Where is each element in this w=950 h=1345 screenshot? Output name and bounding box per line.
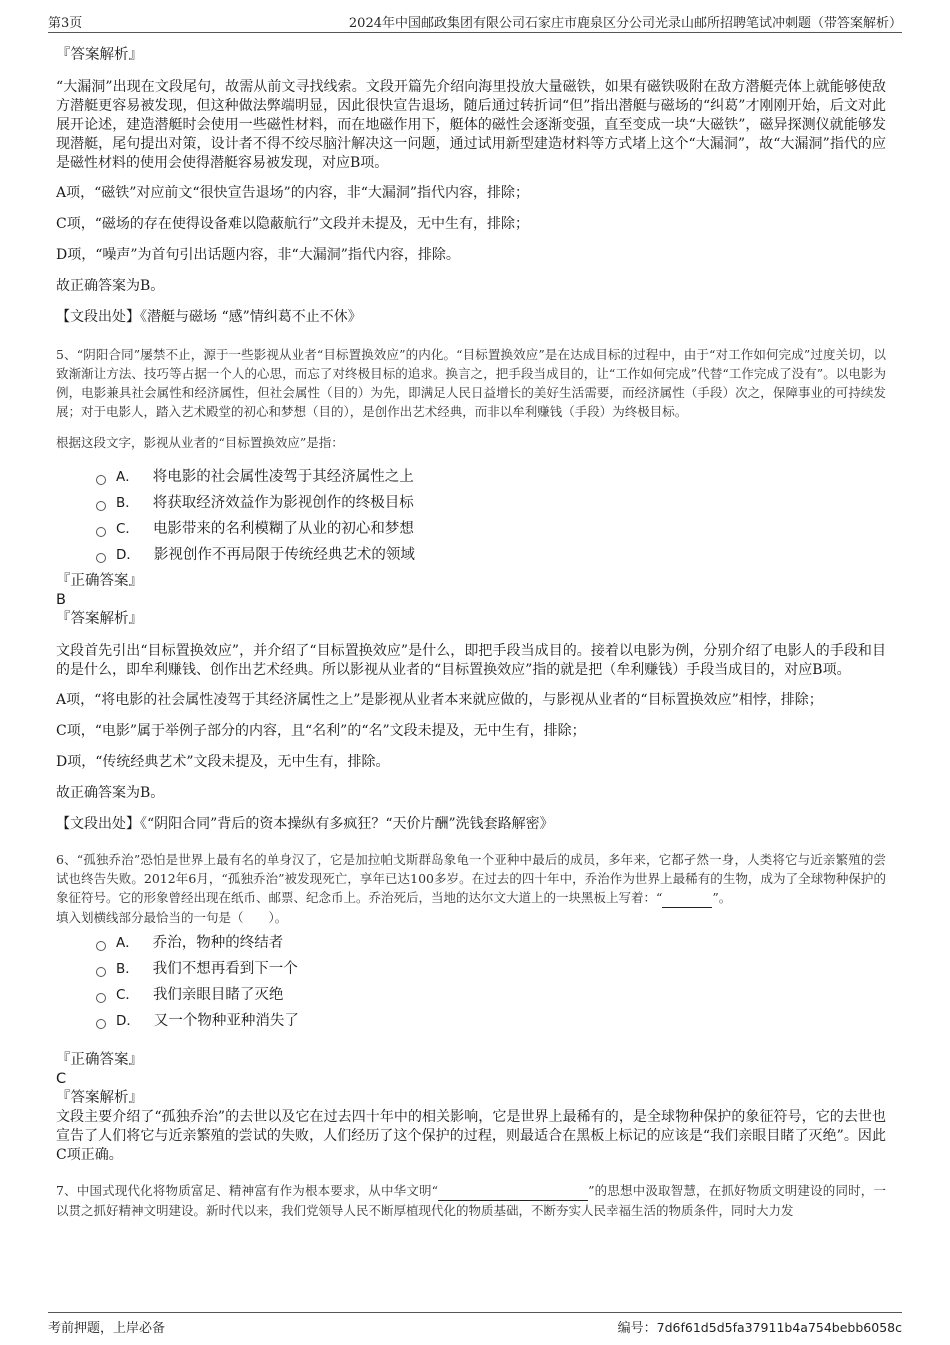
radio-icon[interactable] [96,1019,106,1029]
radio-icon[interactable] [96,553,106,563]
q5-option-d[interactable]: D． 影视创作不再局限于传统经典艺术的领域 [96,542,886,568]
radio-icon[interactable] [96,501,106,511]
footer-slogan: 考前押题，上岸必备 [48,1321,166,1336]
q6-options [56,930,886,1034]
q4-analysis: “大漏洞”出现在文段尾句，故需从前文寻找线索。文段开篇先介绍向海里投放大量磁铁，如果有磁铁吸附在敌方潜艇壳体上就能够使敌方潜艇更容易被发现，但这种做法弊端明显，因此很快宣告退场，随后通过转折词“但”指出潜艇与磁场的“纠葛”才刚刚开始，后文对此展开论述，建造潜艇时会使用一些磁性材料，而在地磁作用下，艇体的磁性会逐渐变强，直至变成一块“大磁铁”，磁异探测仪就能够发现潜艇，尾句提出对策，设计者不得不绞尽脑汁解决这一问题，通过试用新型建造材料等方式堵上这个“大漏洞”，故“大漏洞”指代的应是磁性材料的使用会使得潜艇容易被发现，对应B项。 [56,79,886,171]
q6-analysis: 文段主要介绍了“孤独乔治”的去世以及它在过去四十年中的相关影响，它是世界上最稀有的，是全球物种保护的象征符号，它的去世也宣告了人们将它与近亲繁殖的尝试的失败，人们经历了这个保护的过程，则最适合在黑板上标记的应该是“我们亲眼目睹了灭绝”。因此C项正确。 [56,1109,886,1163]
radio-icon[interactable] [96,941,106,951]
radio-icon[interactable] [96,475,106,485]
q6-option-c[interactable]: C． 我们亲眼目睹了灭绝 [96,982,886,1008]
q5-option-c[interactable]: C． 电影带来的名利模糊了从业的初心和梦想 [96,516,886,542]
q4-option-c-note: C项，“磁场的存在使得设备难以隐蔽航行”文段并未提及，无中生有，排除； [56,216,530,232]
q5-option-a[interactable]: A． 将电影的社会属性凌驾于其经济属性之上 [96,464,886,490]
q6-option-d[interactable]: D． 又一个物种亚种消失了 [96,1008,886,1034]
q5-option-d-note: D项，“传统经典艺术”文段未提及，无中生有，排除。 [56,754,390,770]
q5-option-a-note: A项，“将电影的社会属性凌驾于其经济属性之上”是影视从业者本来就应做的，与影视从业者的“目标置换效应”相悖，排除； [56,692,823,708]
radio-icon[interactable] [96,967,106,977]
q5-answer: B [56,592,66,608]
fill-blank [438,1181,588,1201]
q4-analysis-label: 『答案解析』 [56,47,143,63]
q4-option-d-note: D项，“噪声”为首句引出话题内容，非“大漏洞”指代内容，排除。 [56,247,460,263]
q5-stem: 5、“阴阳合同”屡禁不止，源于一些影视从业者“目标置换效应”的内化。“目标置换效应”是在达成目标的过程中，由于“对工作如何完成”过度关切，以致渐渐让方法、技巧等占据一个人的心思，而忘了对终极目标的追求。换言之，把手段当成目的，让“工作如何完成”代替“工作完成了没有”。以电影为例，电影兼具社会属性和经济属性，但社会属性（目的）为先，即满足人民日益增长的美好生活需要，而经济属性（手段）次之，保障事业的可持续发展；对于电影人，踏入艺术殿堂的初心和梦想（目的），是创作出艺术经典，而非以牟利赚钱（手段）为终极目标。 [56,347,886,419]
q5-option-c-note: C项，“电影”属于举例子部分的内容，且“名利”的“名”文段未提及，无中生有，排除； [56,723,586,739]
q5-analysis: 文段首先引出“目标置换效应”，并介绍了“目标置换效应”是什么，即把手段当成目的。接着以电影为例，分别介绍了电影人的手段和目的是什么，即牟利赚钱、创作出艺术经典。所以影视从业者的“目标置换效应”指的就是把（牟利赚钱）手段当成目的，对应B项。 [56,643,886,678]
page-footer [48,1312,902,1337]
q5-options [56,464,886,568]
q6-option-b[interactable]: B． 我们不想再看到下一个 [96,956,886,982]
fill-blank [662,888,712,908]
document-title: 2024年中国邮政集团有限公司石家庄市鹿泉区分公司光录山邮所招聘笔试冲刺题（带答案解析） [348,16,902,31]
page-content [56,46,886,1220]
q5-source: 【文段出处】《“阴阳合同”背后的资本操纵有多疯狂？“天价片酬”洗钱套路解密》 [56,816,554,832]
radio-icon[interactable] [96,527,106,537]
document-code: 编号：7d6f61d5d5fa37911b4a754bebb6058c [617,1320,902,1336]
q6-stem: 6、“孤独乔治”恐怕是世界上最有名的单身汉了，它是加拉帕戈斯群岛象龟一个亚种中最后的成员，多年来，它都孑然一身，人类将它与近亲繁殖的尝试也终告失败。2012年6月，“孤独乔治”被发现死亡，享年已达100多岁。在过去的四十年中，乔治作为世界上最稀有的生物，成为了全球物种保护的象征符号。它的形象曾经出现在纸币、邮票、纪念币上。乔治死后，当地的达尔文大道上的一块黑板上写着：“ ”。 [56,850,886,908]
q5-analysis-label: 『答案解析』 [56,611,143,627]
q6-analysis-label: 『答案解析』 [56,1090,143,1106]
q5-option-b[interactable]: B． 将获取经济效益作为影视创作的终极目标 [96,490,886,516]
radio-icon[interactable] [96,993,106,1003]
q6-option-a[interactable]: A． 乔治，物种的终结者 [96,930,886,956]
q6-answer: C [56,1071,67,1087]
q5-conclusion: 故正确答案为B。 [56,785,165,801]
q6-answer-label: 『正确答案』 [56,1052,143,1068]
q4-option-a-note: A项，“磁铁”对应前文“很快宣告退场”的内容，非“大漏洞”指代内容，排除； [56,185,530,201]
q6-question: 填入划横线部分最恰当的一句是（ ）。 [56,910,288,925]
q5-answer-label: 『正确答案』 [56,573,143,589]
q4-source: 【文段出处】《潜艇与磁场 “感”情纠葛不止不休》 [56,309,362,325]
q7-stem: 7、中国式现代化将物质富足、精神富有作为根本要求，从中华文明“ ”的思想中汲取智慧，在抓好物质文明建设的同时，一以贯之抓好精神文明建设。新时代以来，我们党领导人民不断厚植现代化的物质基础，不断夯实人民幸福生活的物质条件，同时大力发 [56,1183,886,1218]
q4-conclusion: 故正确答案为B。 [56,278,165,294]
page-number: 第3页 [48,16,83,31]
q5-question: 根据这段文字，影视从业者的“目标置换效应”是指： [56,435,344,450]
page-header [48,10,902,33]
